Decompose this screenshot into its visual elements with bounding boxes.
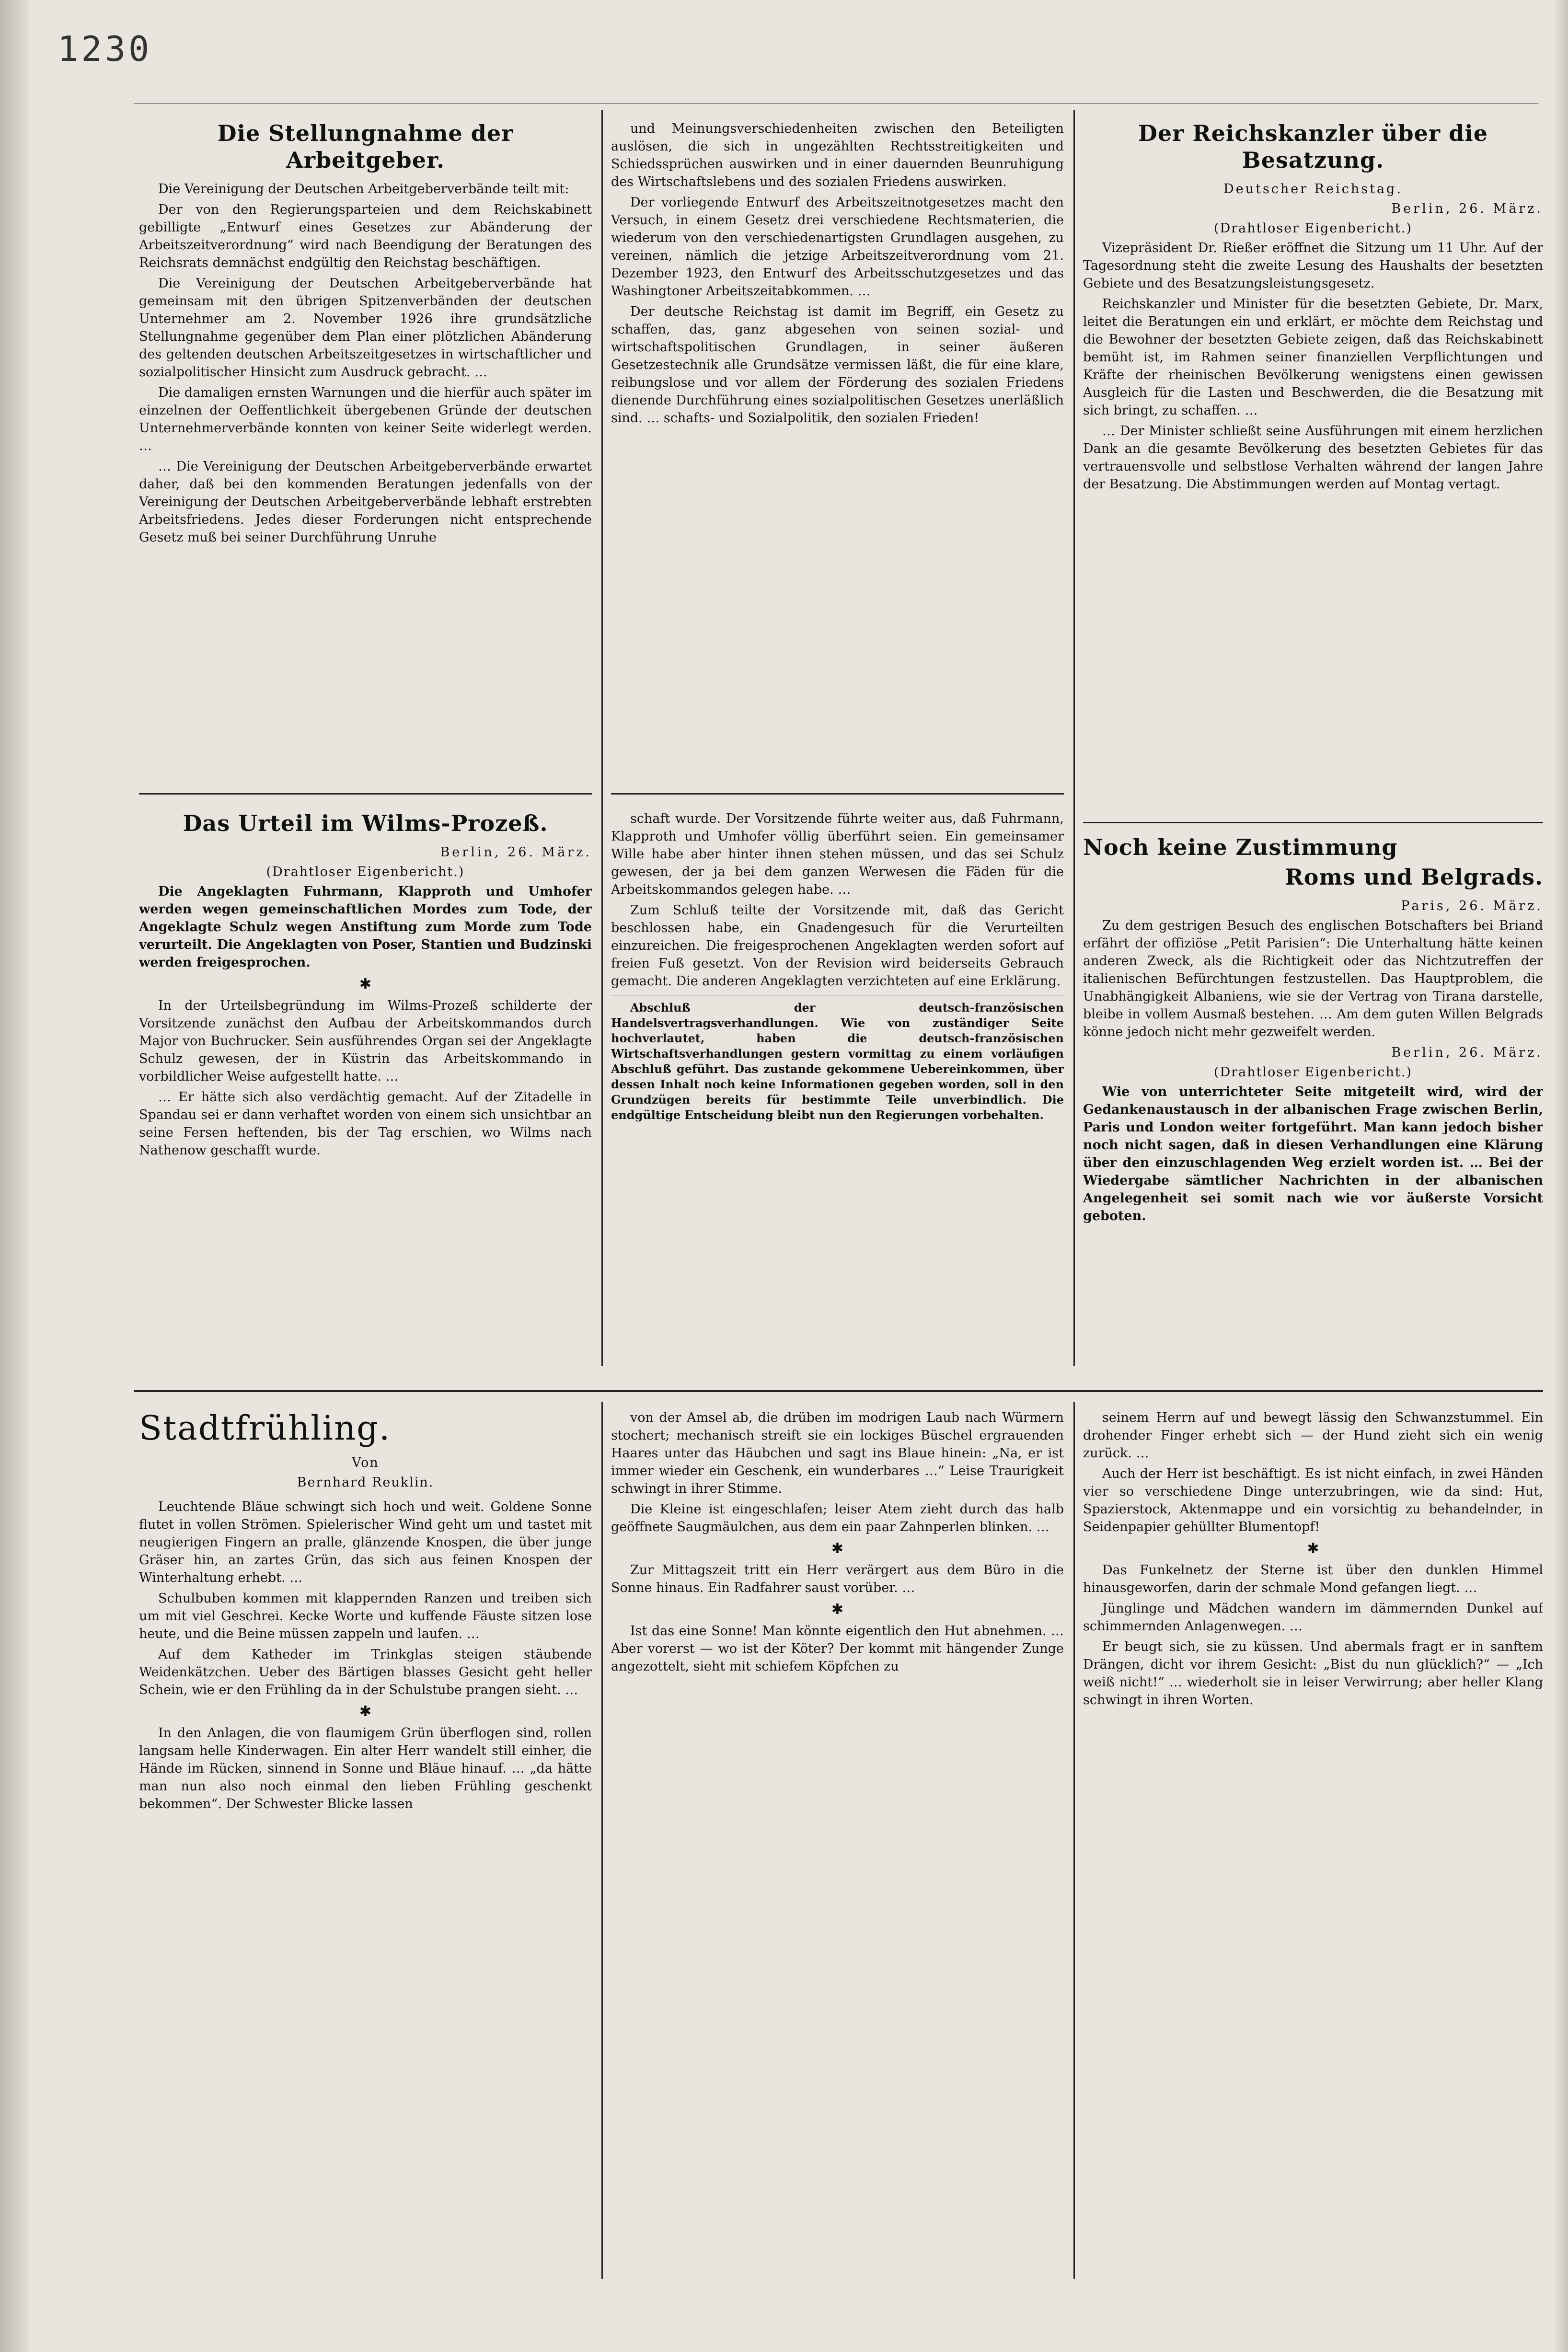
paragraph: Wie von unterrichteter Seite mitgeteilt wird, wird der Gedankenaustausch in der albanischen Frage zwischen Berlin, Paris und London weiter fortgeführt. Man kann jedoch bisher noch nicht sagen, daß in diesen Verhandlungen eine Klärung über den einzuschlagenden Weg erzielt worden ist. … Bei der Wiedergabe sämtlicher Nachrichten in der albanischen Angelegenheit sei somit nach wie vor äußerste Vorsicht geboten. — [1083, 1084, 1543, 1223]
dateline: Berlin, 26. März. — [1391, 201, 1543, 216]
feuilleton-rule — [134, 1390, 1543, 1392]
paragraph: von der Amsel ab, die drüben im modrigen Laub nach Würmern stochert; mechanisch streift sie ein lockiges Büschel ergrauenden Haares unter das Häubchen und sagt ins Blaue hinein: „Na, er ist immer wieder ein Geschenk, ein wunderbares …“ Leise Traurigkeit schwingt in ihrer Stimme. — [611, 1410, 1064, 1496]
lead-paragraph: Die Angeklagten Fuhrmann, Klapproth und Umhofer werden wegen gemeinschaftlichen Mordes zum Tode, der Angeklagte Schulz wegen Anstiftung zum Morde zum Tode verurteilt. Die Angeklagten von Poser, Stantien und Budzinski werden freigesprochen. — [139, 884, 592, 970]
feuilleton-column-3 — [1083, 1409, 1543, 2276]
subtitle: Deutscher Reichstag. — [1223, 182, 1403, 196]
article-arbeitgeber-continued — [611, 120, 1064, 781]
feuilleton-column-2 — [611, 1409, 1064, 2276]
separator: ✱ — [359, 976, 372, 992]
paragraph: Die damaligen ernsten Warnungen und die hierfür auch später im einzelnen der Oeffentlichkeit übergebenen Gründe der deutschen Unternehmerverbände konnten von keiner Seite widerlegt werden. … — [139, 385, 592, 453]
feuilleton-column-1 — [139, 1409, 592, 2276]
paragraph: In den Anlagen, die von flaumigem Grün überflogen sind, rollen langsam helle Kinderwagen. Ein alter Herr wandelt still einher, die Hände im Rücken, sinnend in Sonne und Bläue hinauf. … „da hätte man nun also noch einmal den lieben Frühling geschenkt bekommen“. Der Schwester Blicke lassen — [139, 1726, 592, 1811]
column-rule-2 — [1073, 110, 1075, 1366]
column-rule-1 — [601, 110, 603, 1366]
headline-rom-line2: Roms und Belgrads. — [1285, 864, 1543, 890]
dateline: Berlin, 26. März. — [1391, 1045, 1543, 1060]
headline-arbeitgeber: Die Stellungnahme der Arbeitgeber. — [217, 120, 514, 173]
byline-von: Von — [352, 1455, 379, 1470]
paragraph: … Der Minister schließt seine Ausführungen mit einem herzlichen Dank an die gesamte Bevölkerung des besetzten Gebietes für das vertrauensvolle und selbstlose Verhalten während der langen Jahre der Besatzung. Die Abstimmungen werden auf Montag vertagt. — [1083, 424, 1543, 492]
paragraph: Der deutsche Reichstag ist damit im Begriff, ein Gesetz zu schaffen, das, ganz abgesehen von seinen sozial- und wirtschaftspolitischen Grundlagen, in seiner äußeren Gesetzestechnik alle Grundsätze vermissen läßt, die für eine klare, reibungslose und vor allem der Förderung des sozialen Friedens dienende Durchführung eines sozialpolitischen Gesetzes unerläßlich sind. … schafts- und Sozialpolitik, den sozialen Frieden! — [611, 304, 1064, 426]
paragraph: seinem Herrn auf und bewegt lässig den Schwanzstummel. Ein drohender Finger erhebt sich — der Hund zieht sich ein wenig zurück. … — [1083, 1410, 1543, 1461]
column-rule-4 — [1073, 1402, 1075, 2279]
headline-reichskanzler: Der Reichskanzler über die Besatzung. — [1138, 120, 1488, 173]
section-rule — [139, 793, 592, 795]
separator: ✱ — [1307, 1540, 1319, 1557]
byline: (Drahtloser Eigenbericht.) — [266, 865, 465, 879]
paragraph: Auf dem Katheder im Trinkglas steigen stäubende Weidenkätzchen. Ueber des Bärtigen blasses Gesicht geht heller Schein, wie er den Frühling da in der Schulstube prangen sieht. … — [139, 1647, 592, 1697]
paragraph: In der Urteilsbegründung im Wilms-Prozeß schilderte der Vorsitzende zunächst den Aufbau der Arbeitskommandos durch Major von Buchrucker. Sein ausführendes Organ sei der Angeklagte Schulz gewesen, der in Küstrin das Arbeitskommando in vorbildlicher Weise aufgestellt hatte. … — [139, 998, 592, 1084]
paragraph: Zum Schluß teilte der Vorsitzende mit, daß das Gericht beschlossen habe, ein Gnadengesuch für die Verurteilten einzureichen. Die freigesprochenen Angeklagten werden sofort auf freien Fuß gesetzt. Von der Revision wird beiderseits Gebrauch gemacht. Die anderen Angeklagten verzichteten auf eine Erklärung. — [611, 903, 1064, 989]
top-rule — [134, 103, 1538, 104]
paragraph: Der von den Regierungsparteien und dem Reichskabinett gebilligte „Entwurf eines Gesetzes zur Abänderung der Arbeitszeitverordnung“ wird nach Beendigung der Beratungen des Reichsrats demnächst endgültig den Reichstag beschäftigen. — [139, 202, 592, 270]
author: Bernhard Reuklin. — [297, 1475, 434, 1490]
paragraph: Schulbuben kommen mit klappernden Ranzen und treiben sich um mit viel Geschrei. Kecke Worte und kuffende Fäuste sitzen lose heute, und die Beine müssen zappeln und laufen. … — [139, 1591, 592, 1641]
notice-handelsvertrag: Abschluß der deutsch-französischen Handelsvertragsverhandlungen. Wie von zuständiger Seite hochverlautet, haben die deutsch-französischen Wirtschaftsverhandlungen gestern vormittag zu einem vorläufigen Abschluß geführt. Das zustande gekommene Uebereinkommen, über dessen Inhalt noch keine Informationen gegeben worden, soll in den Grundzügen bereits für bestimmte Teile unverbindlich. Die endgültige Entscheidung bleibt nun den Regierungen vorbehalten. — [611, 1001, 1064, 1122]
paragraph: Jünglinge und Mädchen wandern im dämmernden Dunkel auf schimmernden Anlagenwegen. … — [1083, 1601, 1543, 1634]
paragraph: schaft wurde. Der Vorsitzende führte weiter aus, daß Fuhrmann, Klapproth und Umhofer völlig überführt seien. Ein gemeinsamer Wille habe aber hinter ihnen stehen müssen, und das sei Schulz gewesen, der ja bei dem ganzen Werwesen die Fäden für die Arbeitskommandos gelegen habe. … — [611, 811, 1064, 897]
article-rom-belgrad — [1083, 834, 1543, 1366]
separator: ✱ — [831, 1601, 844, 1618]
paragraph: Das Funkelnetz der Sterne ist über den dunklen Himmel hinausgeworfen, darin der schmale Mond gefangen liegt. … — [1083, 1563, 1543, 1595]
column-rule-3 — [601, 1402, 603, 2279]
paragraph: Auch der Herr ist beschäftigt. Es ist nicht einfach, in zwei Händen vier so verschiedene Dinge unterzubringen, wie da sind: Hut, Spazierstock, Aktenmappe und ein vorsichtig zu behandelnder, in Seidenpapier gehüllter Blumentopf! — [1083, 1466, 1543, 1534]
paragraph: … Die Vereinigung der Deutschen Arbeitgeberverbände erwartet daher, daß bei den kommenden Beratungen jedenfalls von der Vereinigung der Deutschen Arbeitgeberverbände lebhaft erstrebten Arbeitsfriedens. Jedes dieser Forderungen nicht entsprechende Gesetz muß bei seiner Durchführung Unruhe — [139, 459, 592, 545]
paragraph: … Er hätte sich also verdächtig gemacht. Auf der Zitadelle in Spandau sei er dann verhaftet worden von einem sich unsichtbar an seine Fersen heftenden, bis der Tag erschien, wo Wilms nach Nathenow geschafft wurde. — [139, 1090, 592, 1158]
paragraph: Reichskanzler und Minister für die besetzten Gebiete, Dr. Marx, leitet die Beratungen ein und erklärt, er möchte dem Reichstag und die Bewohner der besetzten Gebiete zeigen, daß das Reichskabinett bemüht ist, im Rahmen seiner finanziellen Verpflichtungen und Kräfte der rheinischen Bevölkerung wenigstens einen gewissen Ausgleich für die Lasten und Beschwerden, die die Besatzung mit sich bringt, zu schaffen. … — [1083, 297, 1543, 418]
headline-rom-line1: Noch keine Zustimmung — [1083, 834, 1398, 860]
paragraph: Er beugt sich, sie zu küssen. Und abermals fragt er in sanftem Drängen, dicht vor ihrem Gesicht: „Bist du nun glücklich?“ — „Ich weiß nicht!“ … wiederholt sie in leiser Verwirrung; aber heller Klang schwingt in ihren Worten. — [1083, 1639, 1543, 1707]
article-reichskanzler — [1083, 120, 1543, 853]
paragraph: Die Vereinigung der Deutschen Arbeitgeberverbände teilt mit: — [158, 182, 569, 196]
paragraph: Zu dem gestrigen Besuch des englischen Botschafters bei Briand erfährt der offiziöse „Petit Parisien“: Die Unterhaltung hätte keinen anderen Zweck, als die Richtigkeit oder das Nichtzutreffen der italienischen Befürchtungen festzustellen. Das Hauptproblem, die Unabhängigkeit Albaniens, wie sie der Vertrag von Tirana darstelle, bleibe in vollem Ausmaß bestehen. … Am dem guten Willen Belgrads könne jedoch nicht mehr gezweifelt werden. — [1083, 918, 1543, 1039]
byline: (Drahtloser Eigenbericht.) — [1214, 221, 1412, 236]
paragraph: Zur Mittagszeit tritt ein Herr verärgert aus dem Büro in die Sonne hinaus. Ein Radfahrer saust vorüber. … — [611, 1563, 1064, 1595]
byline: (Drahtloser Eigenbericht.) — [1214, 1065, 1412, 1080]
paragraph: Der vorliegende Entwurf des Arbeitszeitnotgesetzes macht den Versuch, in einem Gesetz drei verschiedene Rechtsmaterien, die wiederum von den verschiedenartigsten Grundlagen ausgehen, zu vereinen, nämlich die jetzige Arbeitszeitverordnung vom 21. Dezember 1923, den Entwurf des Arbeitsschutzgesetzes und das Washingtoner Arbeitszeitabkommen. … — [611, 195, 1064, 299]
headline-wilms: Das Urteil im Wilms-Prozeß. — [183, 810, 548, 836]
binding-edge — [0, 0, 29, 2352]
section-rule — [611, 793, 1064, 795]
article-wilms-continued — [611, 810, 1064, 1361]
article-wilms — [139, 810, 592, 1361]
headline-stadtfruehling: Stadtfrühling. — [139, 1409, 391, 1448]
section-rule — [1083, 822, 1543, 823]
page-edge — [1554, 0, 1568, 2352]
paragraph: Die Vereinigung der Deutschen Arbeitgeberverbände hat gemeinsam mit den übrigen Spitzenverbänden der deutschen Unternehmer am 2. November 1926 ihre grundsätzliche Stellungnahme gegenüber dem Plan einer plötzlichen Abänderung des geltenden deutschen Arbeitszeitgesetzes in wirtschaftlicher und sozialpolitischer Hinsicht zum Ausdruck gebracht. … — [139, 276, 592, 380]
paragraph: Ist das eine Sonne! Man könnte eigentlich den Hut abnehmen. … Aber vorerst — wo ist der Köter? Der kommt mit hängender Zunge angezottelt, sieht mit schiefem Köpfchen zu — [611, 1624, 1064, 1674]
dateline: Berlin, 26. März. — [440, 845, 592, 860]
paragraph: Leuchtende Bläue schwingt sich hoch und weit. Goldene Sonne flutet in vollen Strömen. Spielerischer Wind geht um und tastet mit neugierigen Fingern an pralle, glänzende Knospen, die über junge Gräser hin, an zartes Grün, das sich aus feinen Knospen der Winterhaltung erhebt. … — [139, 1499, 592, 1585]
page-number: 1230 — [58, 29, 152, 69]
article-arbeitgeber — [139, 120, 592, 781]
separator: ✱ — [831, 1540, 844, 1557]
separator: ✱ — [359, 1703, 372, 1720]
paragraph: und Meinungsverschiedenheiten zwischen den Beteiligten auslösen, die sich in ungezählten Rechtsstreitigkeiten und Schiedssprüchen auswirken und in einer dauernden Beunruhigung des Wirtschaftslebens und des sozialen Friedens auswirken. — [611, 121, 1064, 189]
paragraph: Vizepräsident Dr. Rießer eröffnet die Sitzung um 11 Uhr. Auf der Tagesordnung steht die zweite Lesung des Haushalts der besetzten Gebiete und des Besatzungsleistungsgesetz. — [1083, 241, 1543, 291]
dateline: Paris, 26. März. — [1401, 899, 1543, 913]
paragraph: Die Kleine ist eingeschlafen; leiser Atem zieht durch das halb geöffnete Saugmäulchen, aus dem ein paar Zahnperlen blinken. … — [611, 1502, 1064, 1534]
